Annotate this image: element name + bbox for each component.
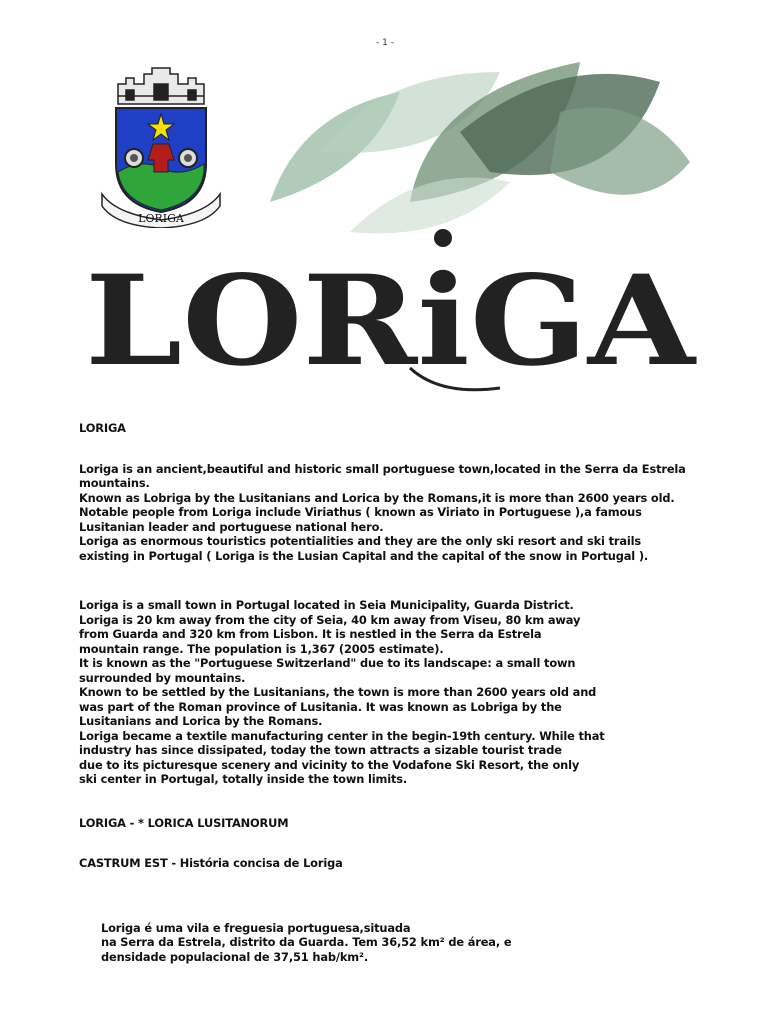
detail-paragraph: Loriga is a small town in Portugal located in Seia Municipality, Guarda District. Loriga is 20 km away from the city of Seia, 40 km away from Viseu, 80 km away from Guarda and 320 km from Lisbon. It is nestled in the Serra da Estrela mountain range. The population is 1,367 (2005 estimate). It is known as the "Portuguese Switzerland" due to its landscape: a small town surrounded by mountains. Known to be settled by the Lusitanians, the town is more than 2600 years old and was part of the Roman province of Lusitania. It was known as Lobriga by the Lusitanians and Lorica by the Romans. Loriga became a textile manufacturing center in the begin-19th century. While that industry has since dissipated, today the town attracts a sizable tourist trade due to its picturesque scenery and vicinity to the Vodafone Ski Resort, the only ski center in Portugal, totally inside the town limits.: [79, 598, 605, 786]
intro-paragraph: Loriga is an ancient,beautiful and historic small portuguese town,located in the Serra da Estrela mountains. Known as Lobriga by the Lusitanians and Lorica by the Romans,it is more than 2600 years old. Notable people from Loriga include Viriathus ( known as Viriato in Portuguese ),a famous Lusitanian leader and portuguese national hero. Loriga as enormous touristics potentialities and they are the only ski resort and ski trails existing in Portugal ( Loriga is the Lusian Capital and the capital of the snow in Portugal ).: [79, 461, 686, 563]
coat-of-arms-label: LORIGA: [138, 212, 184, 225]
leaves-graphic: [260, 52, 710, 252]
subheading-lorica: LORIGA - * LORICA LUSITANORUM: [79, 815, 289, 830]
portuguese-paragraph: Loriga é uma vila e freguesia portuguesa,situada na Serra da Estrela, distrito da Guarda. Tem 36,52 km² de área, e densidade populacional de 37,51 hab/km².: [101, 920, 512, 964]
page-number: - 1 -: [376, 38, 394, 48]
loriga-wordmark: [80, 228, 700, 398]
wordmark-text: LORiGA: [85, 249, 697, 394]
mural-crown-icon: [118, 68, 204, 104]
i-dot: [434, 229, 452, 247]
document-heading: LORIGA: [79, 421, 126, 435]
coat-of-arms-emblem: [96, 64, 226, 228]
document-body: [79, 421, 699, 964]
subheading-castrum: CASTRUM EST - História concisa de Loriga: [79, 856, 343, 870]
